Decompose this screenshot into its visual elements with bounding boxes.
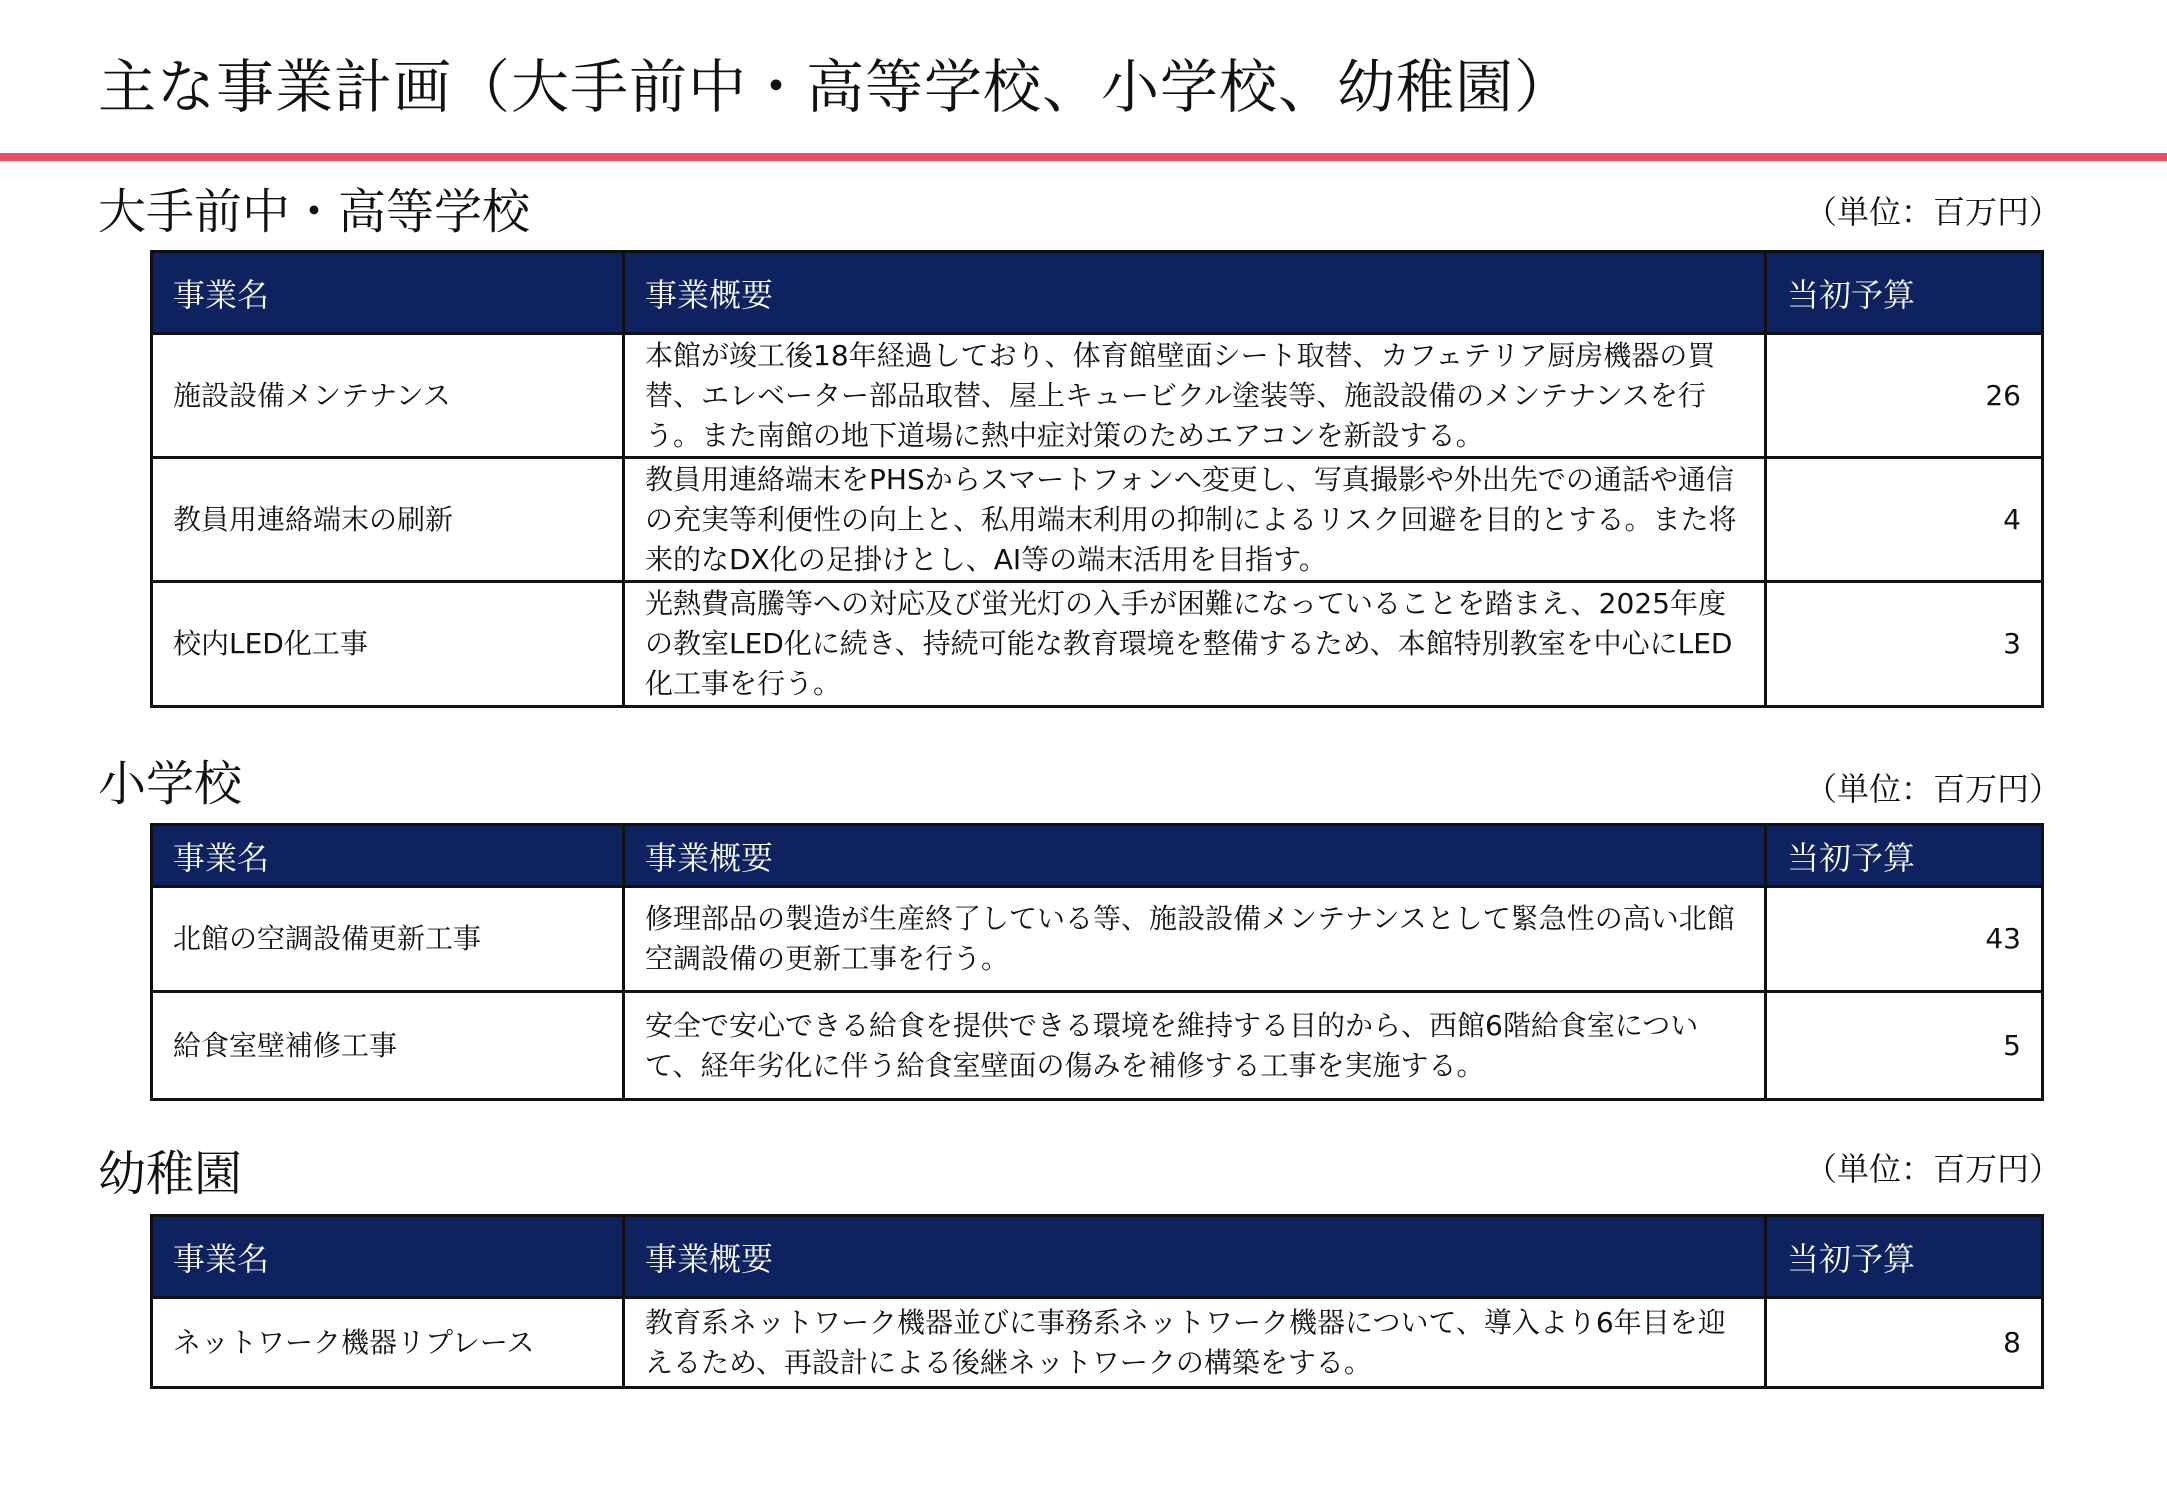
column-header-name: 事業名 [152, 252, 624, 334]
column-header-summary: 事業概要 [624, 825, 1766, 887]
project-name: ネットワーク機器リプレース [152, 1298, 624, 1388]
table-row [152, 887, 2043, 992]
project-name: 北館の空調設備更新工事 [152, 887, 624, 992]
project-summary: 本館が竣工後18年経過しており、体育館壁面シート取替、カフェテリア厨房機器の買替、エレベーター部品取替、屋上キュービクル塗装等、施設設備のメンテナンスを行う。また南館の地下道場に熱中症対策のためエアコンを新設する。 [624, 334, 1766, 458]
project-budget: 8 [1766, 1298, 2043, 1388]
project-budget: 26 [1766, 334, 2043, 458]
section-heading-elementary: 小学校 [98, 756, 243, 812]
table-row [152, 458, 2043, 582]
table-header-row [152, 825, 2043, 887]
project-summary: 教育系ネットワーク機器並びに事務系ネットワーク機器について、導入より6年目を迎えるため、再設計による後継ネットワークの構築をする。 [624, 1298, 1766, 1388]
project-budget: 3 [1766, 582, 2043, 707]
project-budget: 43 [1766, 887, 2043, 992]
project-summary: 光熱費高騰等への対応及び蛍光灯の入手が困難になっていることを踏まえ、2025年度の教室LED化に続き、持続可能な教育環境を整備するため、本館特別教室を中心にLED化工事を行う。 [624, 582, 1766, 707]
column-header-summary: 事業概要 [624, 252, 1766, 334]
column-header-budget: 当初予算 [1766, 1216, 2043, 1298]
column-header-name: 事業名 [152, 825, 624, 887]
project-summary: 修理部品の製造が生産終了している等、施設設備メンテナンスとして緊急性の高い北館空調設備の更新工事を行う。 [624, 887, 1766, 992]
table-header-row [152, 1216, 2043, 1298]
table-row [152, 582, 2043, 707]
section-heading-high-school: 大手前中・高等学校 [98, 184, 531, 240]
project-budget: 5 [1766, 992, 2043, 1100]
column-header-summary: 事業概要 [624, 1216, 1766, 1298]
title-underline [0, 153, 2167, 161]
column-header-budget: 当初予算 [1766, 252, 2043, 334]
project-name: 教員用連絡端末の刷新 [152, 458, 624, 582]
table-row [152, 1298, 2043, 1388]
project-summary: 安全で安心できる給食を提供できる環境を維持する目的から、西館6階給食室について、経年劣化に伴う給食室壁面の傷みを補修する工事を実施する。 [624, 992, 1766, 1100]
unit-label: （単位：百万円） [1804, 193, 2061, 231]
page-title: 主な事業計画（大手前中・高等学校、小学校、幼稚園） [98, 53, 1574, 121]
project-budget: 4 [1766, 458, 2043, 582]
budget-table-elementary [150, 823, 2044, 1101]
table-row [152, 992, 2043, 1100]
column-header-budget: 当初予算 [1766, 825, 2043, 887]
table-row [152, 334, 2043, 458]
unit-label: （単位：百万円） [1804, 770, 2061, 808]
unit-label: （単位：百万円） [1804, 1150, 2061, 1188]
budget-table-high-school [150, 250, 2044, 708]
project-summary: 教員用連絡端末をPHSからスマートフォンへ変更し、写真撮影や外出先での通話や通信の充実等利便性の向上と、私用端末利用の抑制によるリスク回避を目的とする。また将来的なDX化の足掛けとし、AI等の端末活用を目指す。 [624, 458, 1766, 582]
section-heading-kindergarten: 幼稚園 [98, 1146, 243, 1202]
project-name: 給食室壁補修工事 [152, 992, 624, 1100]
table-header-row [152, 252, 2043, 334]
project-name: 施設設備メンテナンス [152, 334, 624, 458]
column-header-name: 事業名 [152, 1216, 624, 1298]
budget-table-kindergarten [150, 1214, 2044, 1389]
project-name: 校内LED化工事 [152, 582, 624, 707]
